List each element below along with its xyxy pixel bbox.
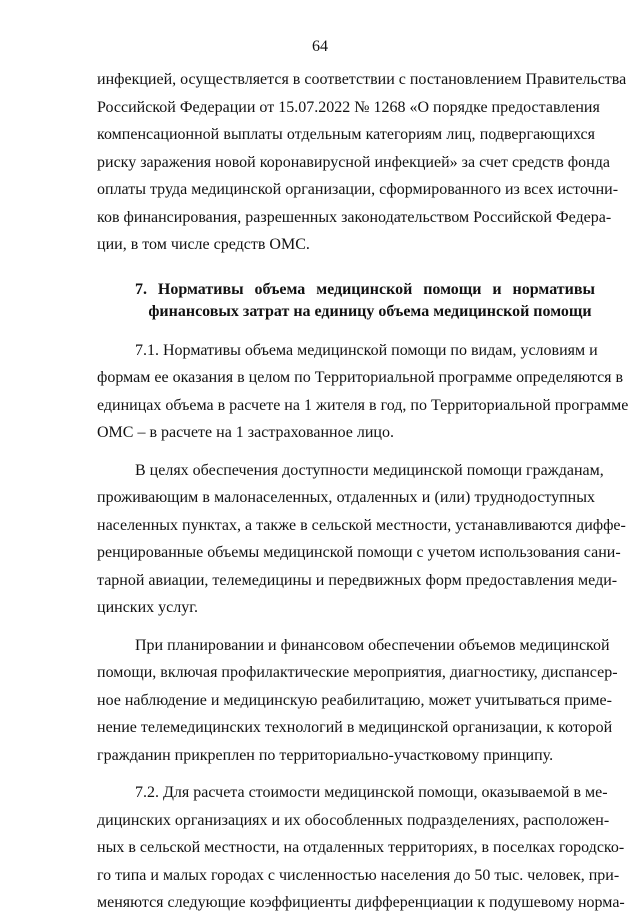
- text-line: 7.2. Для расчета стоимости медицинской помощи, оказываемой в ме-: [135, 784, 608, 801]
- text-line: ков финансирования, разрешенных законодательством Российской Федера-: [97, 208, 612, 226]
- text-line: единицах объема в расчете на 1 жителя в год, по Территориальной программе: [97, 396, 629, 414]
- text-line: го типа и малых городах с численностью населения до 50 тыс. человек, при-: [97, 866, 620, 884]
- text-line: Российской Федерации от 15.07.2022 № 1268 «О порядке предоставления: [97, 98, 600, 116]
- text-line: риску заражения новой коронавирусной инфекцией» за счет средств фонда: [97, 153, 610, 171]
- text-line: формам ее оказания в целом по Территориальной программе определяются в: [97, 369, 624, 386]
- page-number: 64: [312, 38, 328, 55]
- text-line: компенсационной выплаты отдельным категориям лиц, подвергающихся: [97, 126, 595, 143]
- paragraph-spacer: [97, 769, 595, 779]
- document-body: [97, 66, 629, 917]
- text-line: ное наблюдение и медицинскую реабилитацию, может учитываться приме-: [97, 691, 612, 709]
- text-line: 7.1. Нормативы объема медицинской помощи по видам, условиям и: [135, 341, 598, 359]
- text-line: оплаты труда медицинской организации, сформированного из всех источни-: [97, 181, 619, 198]
- text-line: ренцированные объемы медицинской помощи с учетом использования сани-: [97, 544, 621, 561]
- text-line: меняются следующие коэффициенты дифференциации к подушевому норма-: [97, 894, 625, 911]
- text-line: ции, в том числе средств ОМС.: [97, 236, 310, 253]
- text-line: помощи, включая профилактические мероприятия, диагностику, диспансер-: [97, 664, 618, 681]
- paragraph-spacer: [97, 622, 595, 632]
- paragraph-access: [97, 457, 626, 622]
- text-line: проживающим в малонаселенных, отдаленных и (или) труднодоступных: [97, 489, 595, 506]
- text-line: населенных пунктах, а также в сельской местности, устанавливаются диффе-: [97, 516, 626, 534]
- paragraph-continuation: [97, 66, 627, 259]
- section-heading-line: финансовых затрат на единицу объема медицинской помощи: [148, 302, 592, 320]
- paragraph-planning: [97, 632, 618, 770]
- text-line: нение телемедицинских технологий в медицинской организации, к которой: [97, 719, 613, 736]
- text-line: дицинских организациях и их обособленных подразделениях, расположен-: [97, 811, 610, 829]
- text-line: ных в сельской местности, на отдаленных территориях, в поселках городско-: [97, 839, 625, 856]
- paragraph-7-2: [97, 779, 625, 917]
- text-line: цинских услуг.: [97, 599, 198, 616]
- section-heading-line: 7. Нормативы объема медицинской помощи и нормативы: [135, 280, 595, 298]
- text-line: тарной авиации, телемедицины и передвижных форм предоставления меди-: [97, 571, 618, 589]
- text-line: инфекцией, осуществляется в соответствии с постановлением Правительства: [97, 71, 627, 88]
- text-line: При планировании и финансовом обеспечении объемов медицинской: [135, 636, 610, 654]
- paragraph-spacer: [97, 447, 595, 457]
- text-line: В целях обеспечения доступности медицинской помощи гражданам,: [135, 461, 604, 479]
- text-line: ОМС – в расчете на 1 застрахованное лицо.: [97, 424, 394, 441]
- section-heading: [97, 279, 595, 323]
- paragraph-7-1: [97, 337, 629, 447]
- text-line: гражданин прикреплен по территориально-участковому принципу.: [97, 746, 554, 764]
